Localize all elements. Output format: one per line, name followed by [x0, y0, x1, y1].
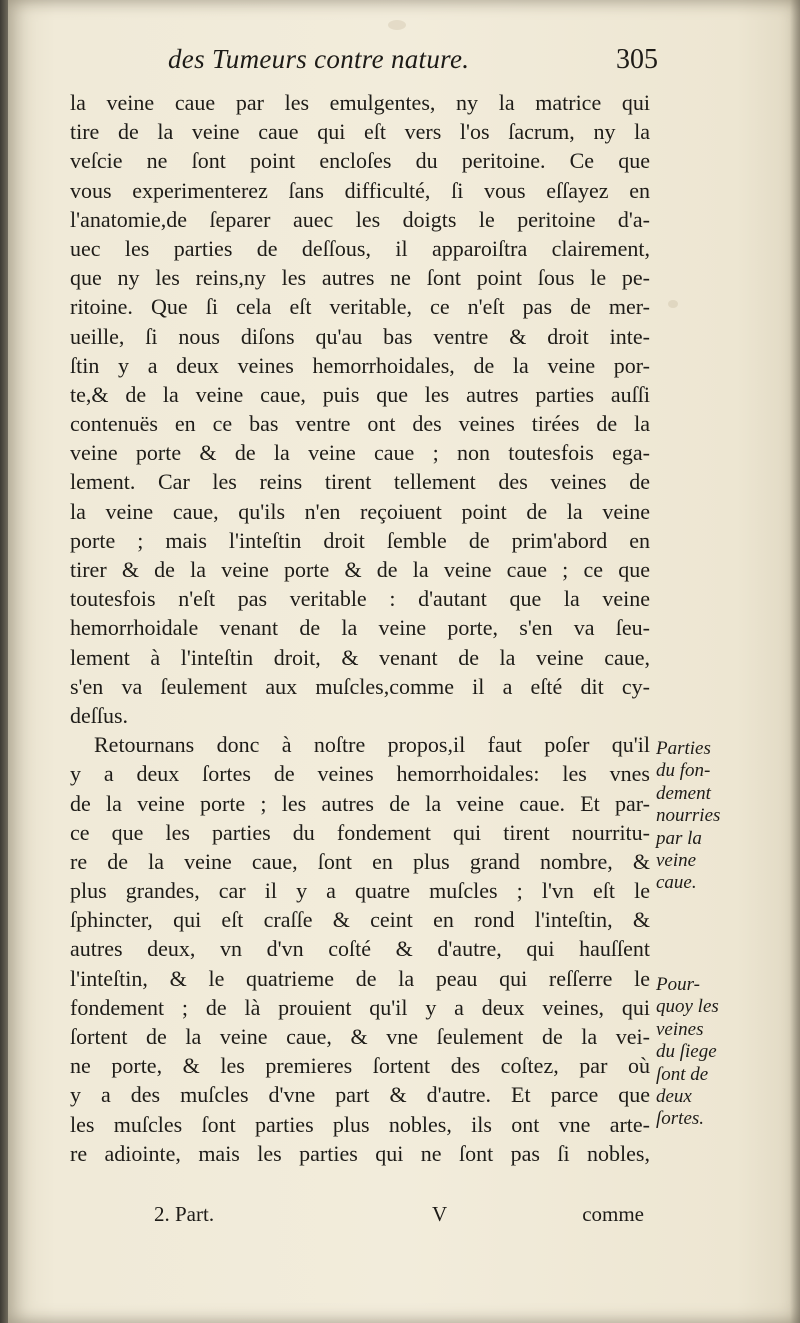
text-line: ritoine. Que ſi cela eſt veritable, ce n'eſt pas de mer-	[70, 294, 650, 320]
margin-note-line: dement	[656, 782, 711, 804]
text-line: hemorrhoidale venant de la veine porte, s'en va ſeu-	[70, 615, 650, 641]
page-number: 305	[616, 44, 658, 75]
text-line: lement à l'inteſtin droit, & venant de la veine caue,	[70, 644, 650, 670]
text-line: y a des muſcles d'vne part & d'autre. Et parce que	[70, 1082, 650, 1108]
sheet-mark: V	[432, 1202, 448, 1226]
signature-mark: 2. Part.	[154, 1202, 215, 1226]
margin-note-parties	[656, 738, 744, 895]
text-line: plus grandes, car il y a quatre muſcles ; l'vn eſt le	[70, 878, 650, 904]
text-line: s'en va ſeulement aux muſcles,comme il a eſté dit cy-	[70, 673, 650, 699]
catchword: comme	[582, 1202, 644, 1226]
margin-note-line: ſortes.	[656, 1108, 705, 1130]
text-line: ſortent de la veine caue, & vne ſeulement de la vei-	[70, 1024, 650, 1049]
binding-gutter	[0, 0, 8, 1323]
margin-note-line: quoy les	[656, 996, 719, 1018]
text-line: ueille, ſi nous diſons qu'au bas ventre & droit inte-	[70, 323, 650, 349]
paper-spot	[388, 20, 406, 30]
page-footer	[154, 1202, 644, 1232]
margin-note-line: nourries	[656, 805, 721, 827]
text-line: Retournans donc à noſtre propos,il faut poſer qu'il	[94, 732, 650, 758]
text-line: deſſus.	[70, 702, 129, 728]
text-line: toutesfois n'eſt pas veritable : d'autant que la veine	[70, 586, 650, 612]
margin-note-line: caue.	[656, 872, 697, 894]
margin-note-line: Pour-	[656, 974, 700, 995]
text-line: re adiointe, mais les parties qui ne ſont pas ſi nobles,	[70, 1140, 650, 1166]
text-line: contenuës en ce bas ventre ont des veines tirées de la	[70, 411, 650, 437]
text-line: les muſcles ſont parties plus nobles, ils ont vne arte-	[70, 1111, 650, 1137]
text-line: ce que les parties du fondement qui tirent nourritu-	[70, 819, 650, 845]
text-line: que ny les reins,ny les autres ne ſont point ſous le pe-	[70, 265, 650, 291]
text-line: ſphincter, qui eſt craſſe & ceint en rond l'inteſtin, &	[70, 907, 650, 933]
paper-spot	[668, 300, 678, 308]
margin-note-line: Parties	[656, 738, 711, 759]
body-text	[70, 88, 650, 1168]
running-title: des Tumeurs contre nature.	[168, 44, 470, 74]
text-line: vous experimenterez ſans difficulté, ſi vous eſſayez en	[70, 177, 650, 203]
margin-note-line: du fon-	[656, 760, 711, 782]
text-line: y a deux ſortes de veines hemorrhoidales: les vnes	[70, 761, 650, 787]
text-line: re de la veine caue, ſont en plus grand nombre, &	[70, 848, 650, 874]
margin-note-line: veines	[656, 1018, 704, 1040]
text-line: te,& de la veine caue, puis que les autres parties auſſi	[70, 381, 650, 407]
text-line: tirer & de la veine porte & de la veine caue ; ce que	[70, 557, 650, 582]
text-line: ne porte, & les premieres ſortent des coſtez, par où	[70, 1053, 650, 1079]
text-line: de la veine porte ; les autres de la veine caue. Et par-	[70, 790, 650, 816]
text-line: veine porte & de la veine caue ; non toutesfois ega-	[70, 440, 650, 466]
text-line: la veine caue, qu'ils n'en reçoiuent point de la veine	[70, 498, 650, 524]
margin-note-line: du ſiege	[656, 1041, 717, 1063]
margin-note-line: veine	[656, 850, 697, 872]
text-line: uec les parties de deſſous, il apparoiſtra clairement,	[70, 235, 650, 261]
margin-note-line: deux	[656, 1086, 692, 1108]
book-page	[8, 0, 800, 1323]
page-edge-shadow	[790, 0, 800, 1323]
text-line: l'anatomie,de ſeparer auec les doigts le peritoine d'a-	[70, 206, 650, 232]
text-line: veſcie ne ſont point encloſes du peritoine. Ce que	[70, 148, 650, 174]
text-line: l'inteſtin, & le quatrieme de la peau qui reſſerre le	[70, 965, 650, 991]
text-line: ſtin y a deux veines hemorrhoidales, de la veine por-	[70, 352, 650, 378]
margin-note-pourquoy	[656, 974, 744, 1131]
text-line: tire de la veine caue qui eſt vers l'os ſacrum, ny la	[70, 119, 650, 145]
running-header	[168, 44, 658, 84]
text-line: lement. Car les reins tirent tellement des veines de	[70, 469, 650, 495]
text-line: porte ; mais l'inteſtin droit ſemble de prim'abord en	[70, 527, 650, 553]
margin-note-line: par la	[656, 827, 702, 849]
text-line: la veine caue par les emulgentes, ny la matrice qui	[70, 90, 650, 115]
text-line: fondement ; de là prouient qu'il y a deux veines, qui	[70, 994, 650, 1020]
text-line: autres deux, vn d'vn coſté & d'autre, qui hauſſent	[70, 936, 650, 962]
margin-note-line: ſont de	[656, 1063, 709, 1085]
